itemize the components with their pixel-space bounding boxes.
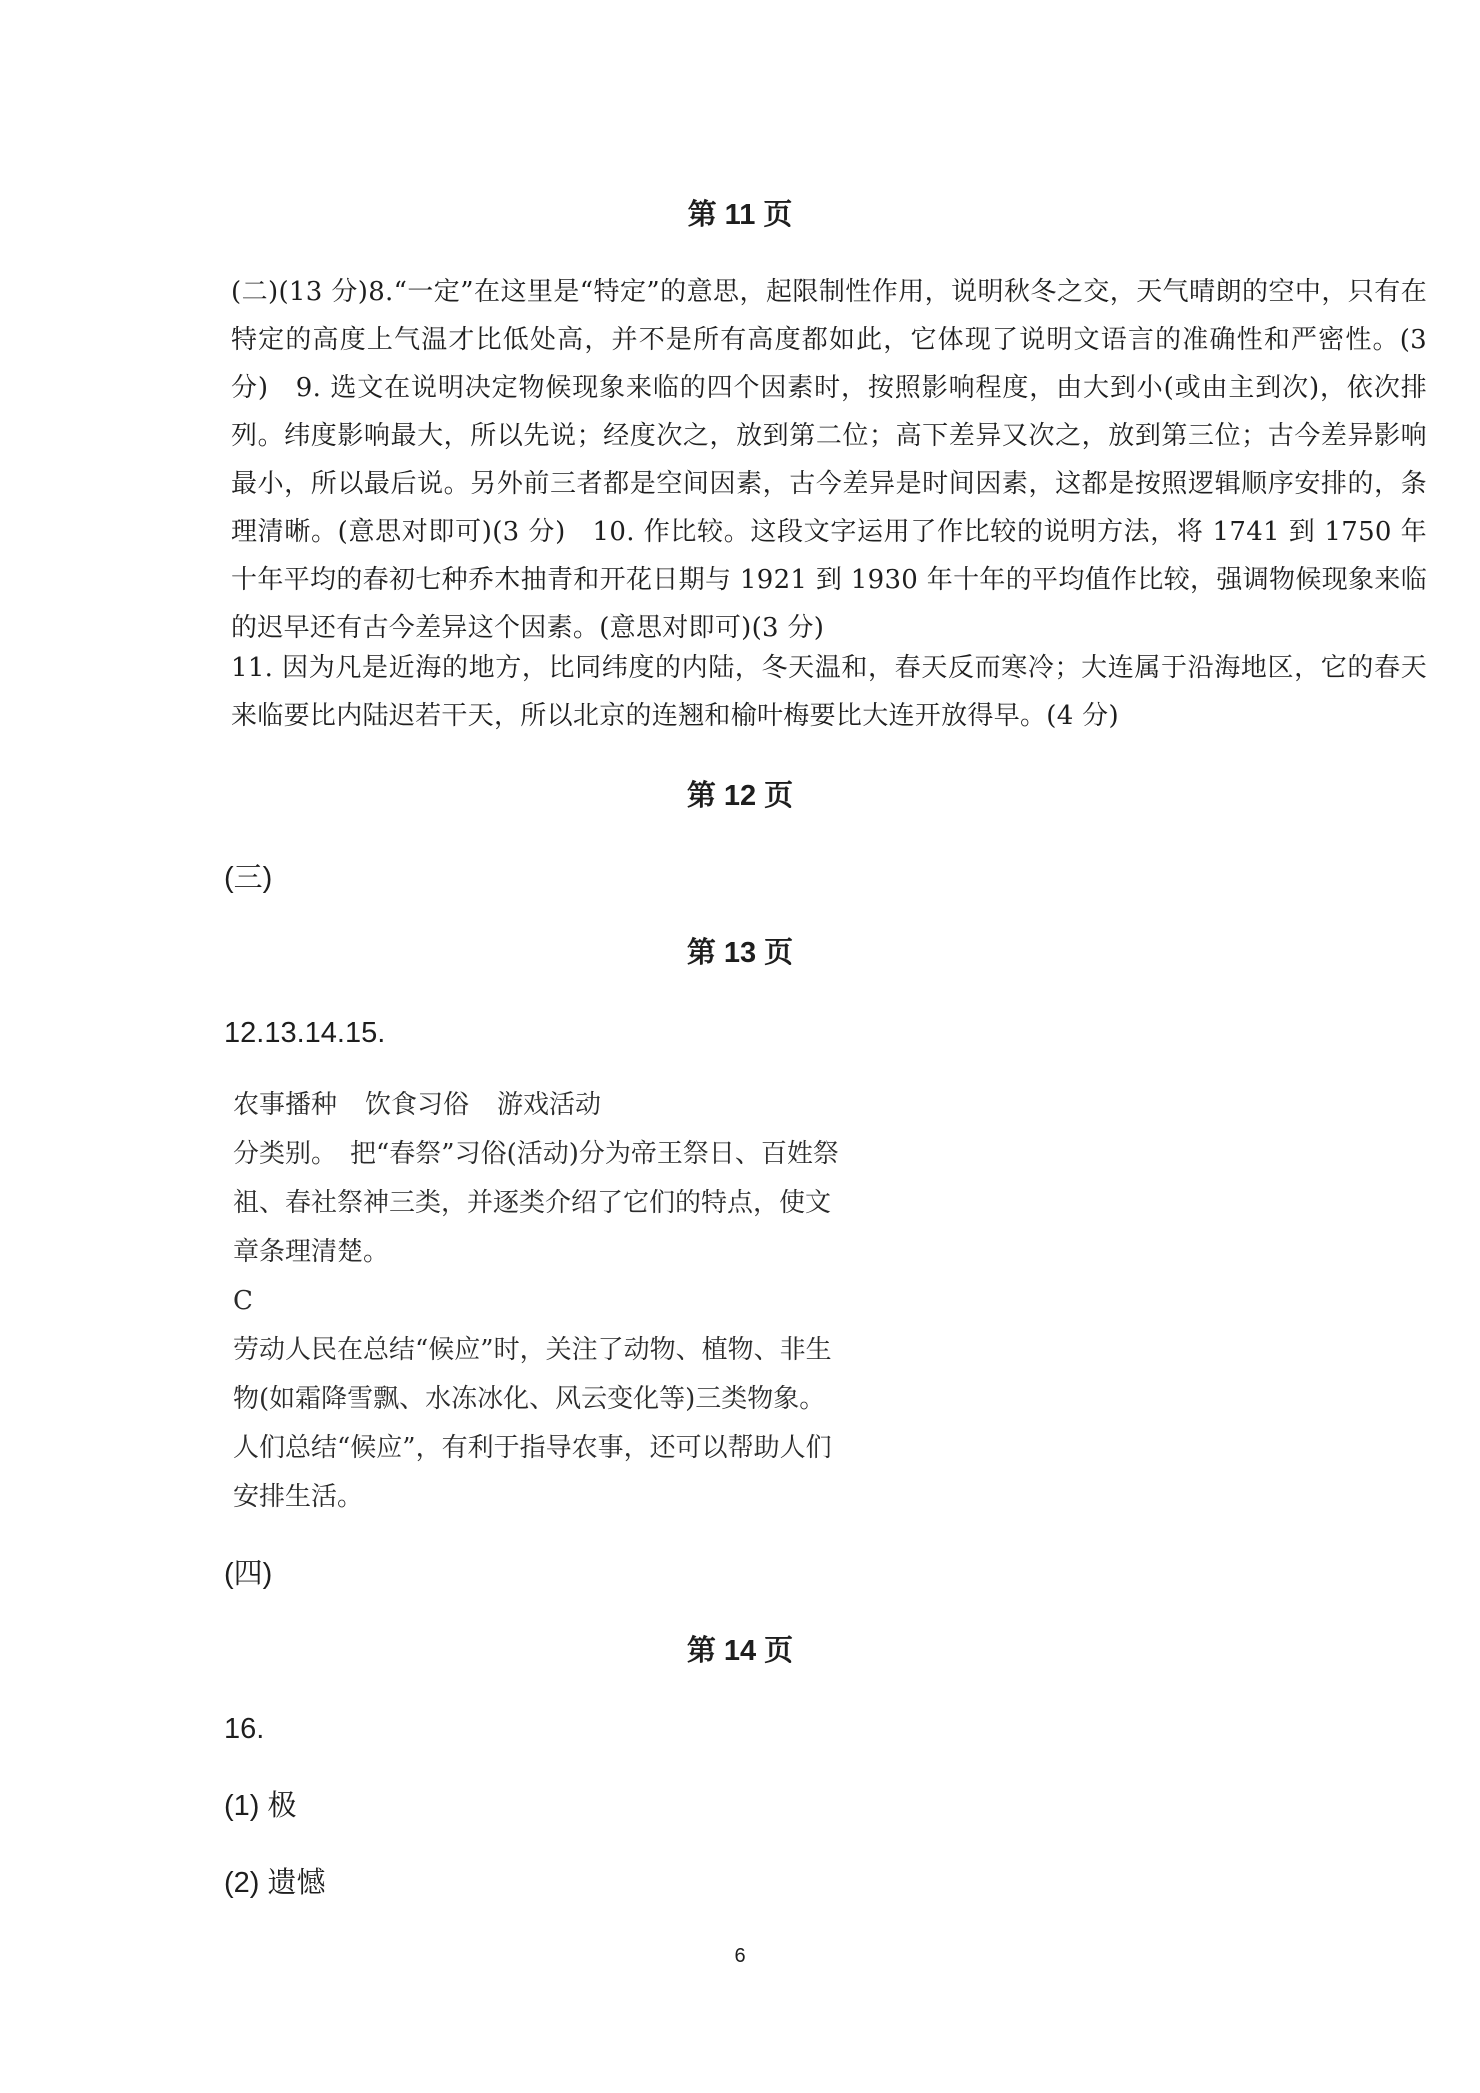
answer-14: C — [233, 1286, 253, 1316]
answer-12-item: 饮食习俗 — [365, 1090, 470, 1120]
answer-12-item: 游戏活动 — [497, 1090, 602, 1120]
page-heading-12: 第 12 页 — [686, 780, 794, 812]
answer-15: 劳动人民在总结“候应”时，关注了动物、植物、非生物(如霜降雪飘、水冻冰化、风云变化等)三类物象。 人们总结“候应”，有利于指导农事，还可以帮助人们安排生活。 — [233, 1335, 839, 1512]
answer-16-2: (2) 遗憾 — [224, 1867, 326, 1899]
section-label-3: (三) — [224, 862, 273, 894]
page-number: 6 — [734, 1945, 746, 1967]
page-heading-13: 第 13 页 — [686, 937, 794, 969]
section-label-4: (四) — [224, 1558, 273, 1590]
answer-16-1: (1) 极 — [224, 1790, 297, 1822]
answer-paragraph-8-10: (二)(13 分)8.“一定”在这里是“特定”的意思，起限制性作用，说明秋冬之交，天气晴朗的空中，只有在特定的高度上气温才比低处高，并不是所有高度都如此，它体现了说明文语言的准确性和严密性。(3 分) 9. 选文在说明决定物候现象来临的四个因素时，按照影响程度，由大到小(或由主到次)，依次排列。纬度影响最大，所以先说；经度次之，放到第二位；高下差异又次之，放到第三位；古今差异影响最小，所以最后说。另外前三者都是空间因素，古今差异是时间因素，这都是按照逻辑顺序安排的，条理清晰。(意思对即可)(3 分) 10. 作比较。这段文字运用了作比较的说明方法，将 1741 到 1750 年十年平均的春初七种乔木抽青和开花日期与 1921 到 1930 年十年的平均值作比较，强调物候现象来临的迟早还有古今差异这个因素。(意思对即可)(3 分) — [231, 277, 1427, 643]
page-heading-11: 第 11 页 — [687, 199, 793, 231]
answer-12 — [233, 1081, 853, 1130]
question-numbers: 12.13.14.15. — [224, 1017, 386, 1049]
answer-image-block — [233, 1081, 853, 1522]
question-16: 16. — [224, 1713, 265, 1745]
answer-paragraph-11: 11. 因为凡是近海的地方，比同纬度的内陆，冬天温和，春天反而寒冷；大连属于沿海地区，它的春天来临要比内陆迟若干天，所以北京的连翘和榆叶梅要比大连开放得早。(4 分) — [231, 653, 1427, 731]
page-heading-14: 第 14 页 — [686, 1635, 794, 1667]
answer-12-item: 农事播种 — [233, 1090, 338, 1120]
answer-13: 分类别。 把“春祭”习俗(活动)分为帝王祭日、百姓祭祖、春社祭神三类，并逐类介绍了它们的特点，使文章条理清楚。 — [233, 1139, 839, 1267]
